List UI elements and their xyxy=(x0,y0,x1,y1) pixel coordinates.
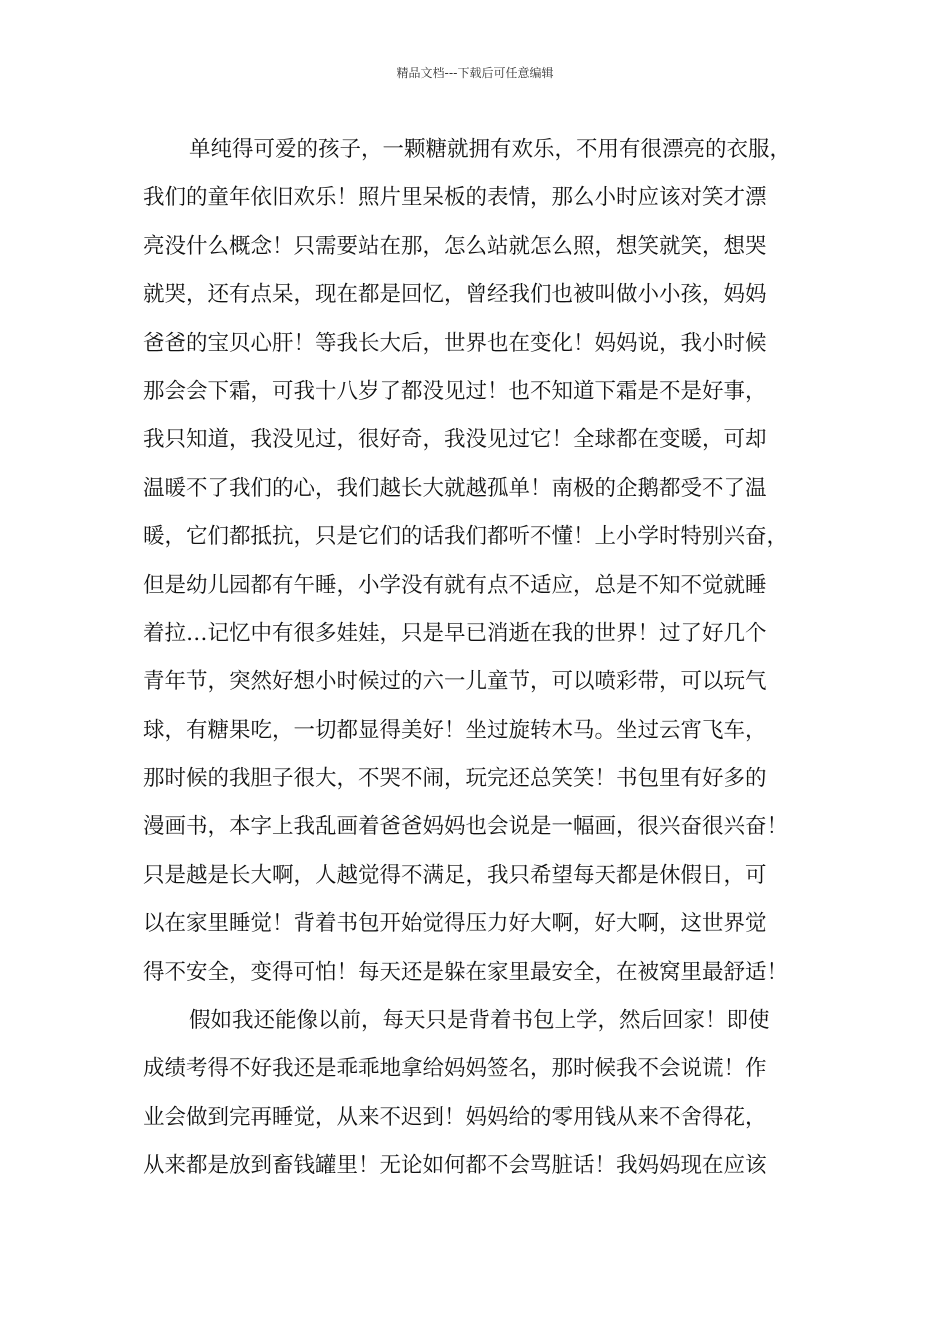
document-body xyxy=(143,126,843,1191)
text-line: 业会做到完再睡觉，从来不迟到！妈妈给的零用钱从来不舍得花， xyxy=(143,1104,767,1130)
text-line: 单纯得可爱的孩子，一颗糖就拥有欢乐，不用有很漂亮的衣服， xyxy=(189,137,792,162)
text-line: 漫画书，本字上我乱画着爸爸妈妈也会说是一幅画，很兴奋很兴奋！ xyxy=(143,814,789,840)
text-line: 那会会下霜，可我十八岁了都没见过！也不知道下霜是不是好事， xyxy=(143,378,767,404)
text-line: 亮没什么概念！只需要站在那，怎么站就怎么照，想笑就笑，想哭 xyxy=(143,233,767,259)
text-line: 温暖不了我们的心，我们越长大就越孤单！南极的企鹅都受不了温 xyxy=(143,475,767,501)
text-line: 我们的童年依旧欢乐！照片里呆板的表情，那么小时应该对笑才漂 xyxy=(143,185,767,211)
text-line: 青年节，突然好想小时候过的六一儿童节，可以喷彩带，可以玩气 xyxy=(143,669,767,695)
paragraph xyxy=(143,997,843,1191)
text-line: 但是幼儿园都有午睡，小学没有就有点不适应，总是不知不觉就睡 xyxy=(143,572,767,598)
text-line: 暖，它们都抵抗，只是它们的话我们都听不懂！上小学时特别兴奋， xyxy=(143,524,789,550)
paragraph xyxy=(143,126,843,997)
text-line: 得不安全，变得可怕！每天还是躲在家里最安全，在被窝里最舒适！ xyxy=(143,959,789,985)
text-line: 只是越是长大啊，人越觉得不满足，我只希望每天都是休假日，可 xyxy=(143,862,767,888)
text-line: 成绩考得不好我还是乖乖地拿给妈妈签名，那时候我不会说谎！作 xyxy=(143,1056,767,1082)
text-line: 从来都是放到畜钱罐里！无论如何都不会骂脏话！我妈妈现在应该 xyxy=(143,1153,767,1179)
text-line: 我只知道，我没见过，很好奇，我没见过它！全球都在变暖，可却 xyxy=(143,427,767,453)
text-line: 球，有糖果吃，一切都显得美好！坐过旋转木马。坐过云宵飞车， xyxy=(143,717,767,743)
text-line: 那时候的我胆子很大，不哭不闹，玩完还总笑笑！书包里有好多的 xyxy=(143,766,767,792)
page-header: 精品文档---下载后可任意编辑 xyxy=(396,66,554,80)
text-line: 着拉…记忆中有很多娃娃，只是早已消逝在我的世界！过了好几个 xyxy=(143,620,767,646)
text-line: 以在家里睡觉！背着书包开始觉得压力好大啊，好大啊，这世界觉 xyxy=(143,911,767,937)
text-line: 假如我还能像以前，每天只是背着书包上学，然后回家！即使 xyxy=(189,1008,770,1034)
text-line: 爸爸的宝贝心肝！等我长大后，世界也在变化！妈妈说，我小时候 xyxy=(143,330,767,356)
text-line: 就哭，还有点呆，现在都是回忆，曾经我们也被叫做小小孩，妈妈 xyxy=(143,282,767,308)
